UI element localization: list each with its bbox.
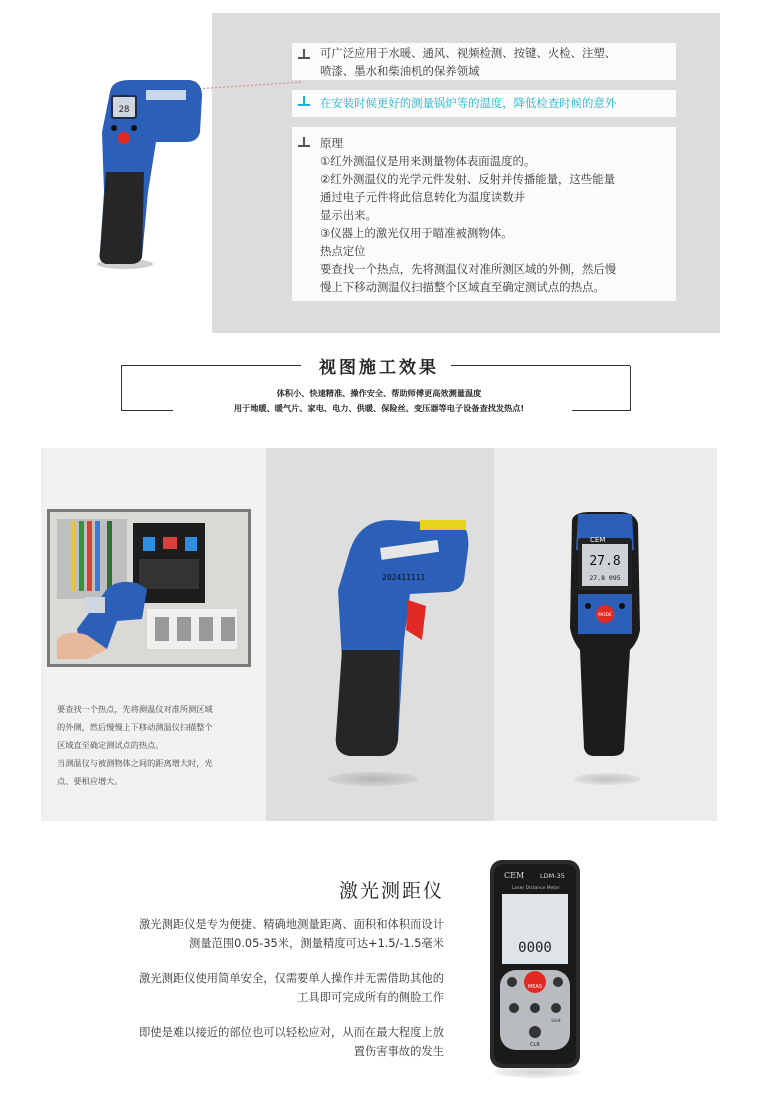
meas-button-label: MEAS (527, 984, 543, 990)
unit-button-label: Unit (551, 1019, 561, 1024)
usage-line: 当测温仪与被测物体之间的距离增大时，光 (57, 758, 213, 768)
laser-beam-graphic (195, 80, 303, 92)
infrared-thermometer-front-image (560, 510, 650, 760)
usage-description (57, 700, 252, 790)
serial-number-text: 202411111 (382, 573, 426, 582)
principle-line: ②红外测温仪的光学元件发射、反射并传播能量，这些能量 (320, 172, 615, 186)
paragraph-line: 激光测距仪使用简单安全，仅需要单人操作并无需借助其他的 (138, 972, 444, 985)
temperature-reading-secondary: 27.8 095 (589, 574, 621, 582)
paragraph-line: 测量范围0.05-35米，测量精度可达+1.5/-1.5毫米 (188, 937, 444, 950)
product-shadow (574, 773, 640, 785)
principle-line: 显示出来。 (320, 208, 377, 222)
distance-reading: 0000 (518, 940, 552, 956)
principle-note-box (292, 127, 676, 301)
paragraph-line: 置伤害事故的发生 (353, 1045, 444, 1058)
highlight-line: 在安装时候更好的测量锅炉等的温度，降低检查时候的意外 (320, 96, 617, 110)
highlight-note-box (292, 90, 676, 117)
pin-icon (298, 137, 310, 147)
feature-paragraph (90, 969, 444, 1007)
application-line-2: 喷漆、墨水和柴油机的保养领域 (320, 64, 480, 78)
model-text: LDM-35 (540, 872, 565, 880)
feature-paragraph (90, 1023, 444, 1061)
infrared-thermometer-image (90, 72, 210, 272)
principle-line: 要查找一个热点，先将测温仪对准所测区域的外侧，然后慢 (320, 262, 617, 276)
usage-line: 要查找一个热点，先将测温仪对准所测区域 (57, 704, 213, 714)
principle-line: 原理 (320, 136, 343, 150)
product-shadow (328, 772, 418, 786)
principle-line: 热点定位 (320, 244, 366, 258)
paragraph-line: 激光测距仪是专为便捷、精确地测量距离、面积和体积而设计 (138, 918, 444, 931)
principle-line: ③仪器上的激光仅用于瞄准被测物体。 (320, 226, 513, 240)
application-line-1: 可广泛应用于水暖、通风、视频检测、按键、火检、注塑、 (320, 46, 617, 60)
usage-line: 区域直至确定测试点的热点。 (57, 740, 164, 750)
device-subtitle: Laser Distance Meter (512, 886, 560, 891)
principle-line: 慢上下移动测温仪扫描整个区域直至确定测试点的热点。 (320, 280, 605, 294)
section-title: 视图施工效果 (319, 358, 439, 378)
clr-button-label: CLR (530, 1042, 540, 1048)
paragraph-line: 工具即可完成所有的侧脸工作 (297, 991, 444, 1004)
pin-icon (298, 96, 310, 106)
section-subtitle: 用于地暖、暖气片、家电、电力、供暖、保险丝、变压器等电子设备查找发热点! (233, 403, 525, 413)
brand-text: CEM (590, 536, 606, 544)
principle-line: 通过电子元件将此信息转化为温度读数并 (320, 190, 526, 204)
application-note-box (292, 43, 676, 80)
mode-button-label: MODE (598, 613, 612, 618)
principle-line: ①红外测温仪是用来测量物体表面温度的。 (320, 154, 536, 168)
svg-text:28: 28 (118, 105, 130, 115)
temperature-reading: 27.8 (589, 554, 621, 569)
paragraph-line: 即使是难以接近的部位也可以轻松应对，从而在最大程度上放 (138, 1026, 444, 1039)
section-subtitle: 体积小、快速精准、操作安全、帮助师傅更高效测量温度 (276, 388, 482, 398)
feature-paragraph (90, 915, 444, 953)
infrared-thermometer-side-image (320, 510, 470, 760)
pin-icon (298, 49, 310, 59)
section-title: 激光测距仪 (338, 880, 444, 902)
brand-text: CEM (504, 871, 525, 880)
laser-distance-meter-image (488, 858, 582, 1072)
usage-line: 的外侧，然后慢慢上下移动测温仪扫描整个 (57, 722, 213, 732)
usage-line: 点、要相应增大。 (57, 776, 123, 786)
electrical-panel-photo (47, 509, 251, 667)
